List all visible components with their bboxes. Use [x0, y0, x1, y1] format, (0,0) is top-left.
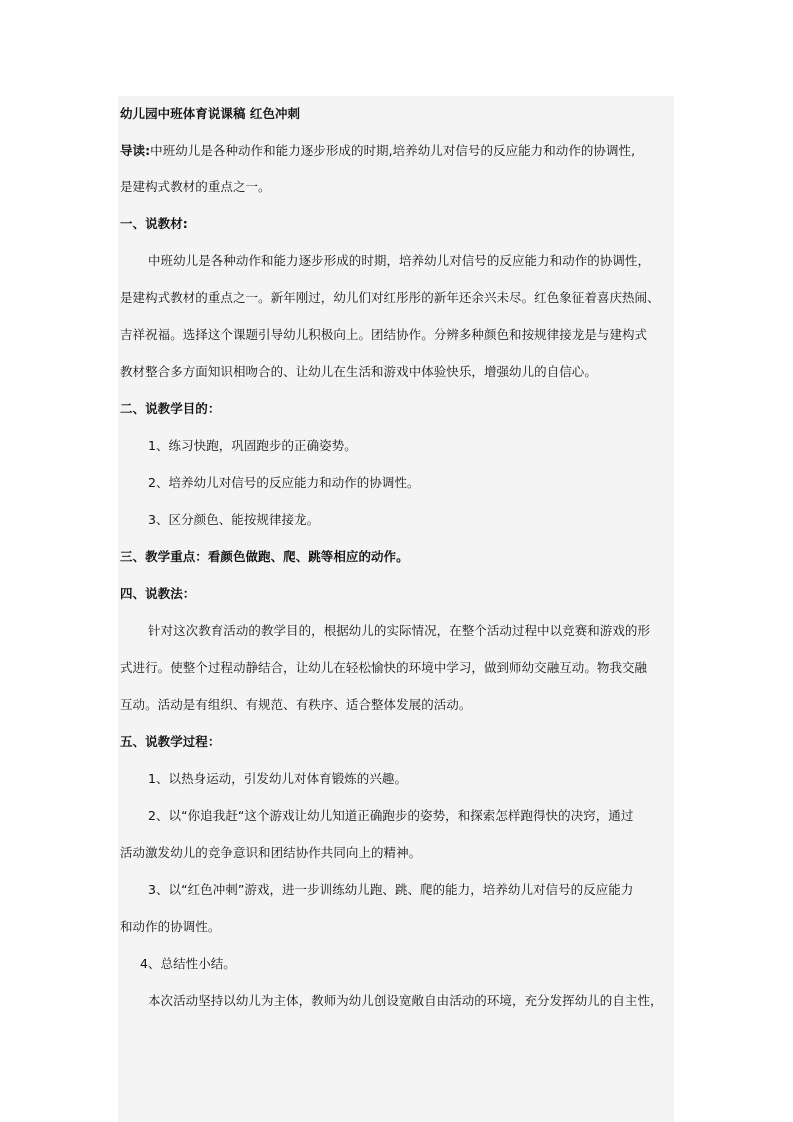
section-1-paragraph-line: 教材整合多方面知识相吻合的、让幼儿在生活和游戏中体验快乐，增强幼儿的自信心。	[120, 364, 597, 379]
section-5-heading: 五、说教学过程：	[120, 734, 221, 749]
intro-line-2: 是建构式教材的重点之一。	[120, 179, 271, 194]
closing-paragraph-line: 本次活动坚持以幼儿为主体，教师为幼儿创设宽敞自由活动的环境，充分发挥幼儿的自主性，	[148, 993, 663, 1008]
section-4-heading: 四、说教法：	[120, 586, 196, 601]
section-4-paragraph-line: 互动。活动是有组织、有规范、有秩序、适合整体发展的活动。	[120, 697, 472, 712]
section-2-list-item: 3、区分颜色、能按规律接龙。	[148, 512, 320, 527]
section-4-paragraph-line: 针对这次教育活动的教学目的，根据幼儿的实际情况，在整个活动过程中以竞赛和游戏的形	[148, 623, 651, 638]
section-5-list-item: 1、以热身运动，引发幼儿对体育锻炼的兴趣。	[148, 771, 408, 786]
section-4-paragraph-line: 式进行。使整个过程动静结合，让幼儿在轻松愉快的环境中学习，做到师幼交融互动。物我交融	[120, 660, 648, 675]
document-page	[118, 96, 674, 1122]
document-title: 幼儿园中班体育说课稿 红色冲刺	[120, 106, 301, 121]
section-1-heading: 一、说教材:	[120, 216, 188, 231]
intro-line-1	[120, 143, 674, 159]
section-5-list-item-continued: 活动激发幼儿的竞争意识和团结协作共同向上的精神。	[120, 845, 422, 860]
section-1-paragraph-line: 吉祥祝福。选择这个课题引导幼儿积极向上。团结协作。分辨多种颜色和按规律接龙是与建构式	[120, 327, 648, 342]
section-5-list-item-continued: 和动作的协调性。	[120, 919, 221, 934]
section-1-paragraph-line: 是建构式教材的重点之一。新年刚过，幼儿们对红彤彤的新年还余兴未尽。红色象征着喜庆热闹、	[120, 290, 660, 305]
section-3-heading: 三、教学重点：看颜色做跑、爬、跳等相应的动作。	[120, 549, 409, 564]
section-5-list-item: 4、总结性小结。	[140, 956, 236, 971]
section-5-list-item: 2、以“你追我赶“这个游戏让幼儿知道正确跑步的姿势，和探索怎样跑得快的决窍，通过	[148, 808, 634, 823]
section-5-list-item: 3、以“红色冲刺”游戏，进一步训练幼儿跑、跳、爬的能力，培养幼儿对信号的反应能力	[148, 882, 634, 897]
intro-label: 导读:	[120, 143, 151, 158]
section-1-paragraph-line: 中班幼儿是各种动作和能力逐步形成的时期，培养幼儿对信号的反应能力和动作的协调性，	[148, 253, 651, 268]
section-2-list-item: 1、练习快跑，巩固跑步的正确姿势。	[148, 438, 357, 453]
section-2-heading: 二、说教学目的：	[120, 401, 221, 416]
section-2-list-item: 2、培养幼儿对信号的反应能力和动作的协调性。	[148, 475, 420, 490]
intro-text: 中班幼儿是各种动作和能力逐步形成的时期,培养幼儿对信号的反应能力和动作的协调性,	[150, 143, 636, 158]
